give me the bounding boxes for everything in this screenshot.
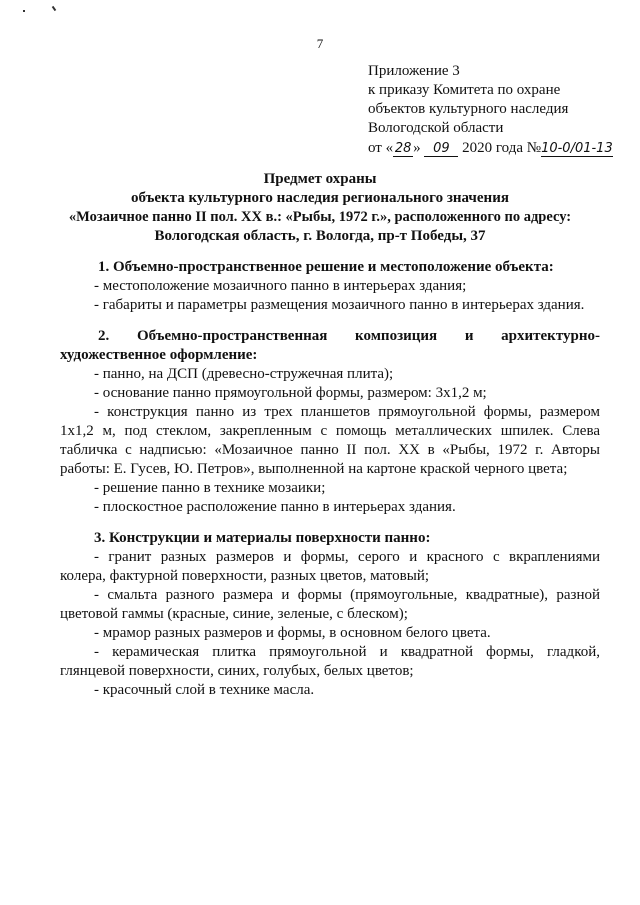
appendix-line-2: к приказу Комитета по охране xyxy=(368,82,561,98)
title-line-1: Предмет охраны xyxy=(263,171,377,187)
section-2-line: - конструкция панно из трех планшетов прямоугольной формы, размером xyxy=(94,404,600,420)
section-2-line: - панно, на ДСП (древесно-стружечная плита); xyxy=(94,366,394,382)
section-3-heading: 3. Конструкции и материалы поверхности панно: xyxy=(94,530,431,546)
section-2-heading-line-2: художественное оформление: xyxy=(60,347,258,363)
heading-word: 2. xyxy=(98,328,110,344)
section-2-line: табличка с надписью: «Мозаичное панно II пол. XX в «Рыбы, 1972 г. Авторы xyxy=(60,442,600,458)
section-2-line: 1х1,2 м, под стеклом, закрепленным с помощь металлических шпилек. Слева xyxy=(60,423,600,439)
section-3-line: колера, фактурной поверхности, разных цветов, матовый; xyxy=(60,568,430,584)
date-prefix: от « xyxy=(368,140,394,156)
section-1-heading: 1. Объемно-пространственное решение и местоположение объекта: xyxy=(98,259,554,275)
title-line-2: объекта культурного наследия регионального значения xyxy=(131,190,509,206)
section-2-heading-line-1 xyxy=(98,327,600,346)
heading-word: Объемно-пространственная xyxy=(136,328,328,344)
date-month: 09 xyxy=(424,141,458,157)
section-3-line: - мрамор разных размеров и формы, в основном белого цвета. xyxy=(94,625,491,641)
title-line-4: Вологодская область, г. Вологда, пр-т Победы, 37 xyxy=(154,228,486,244)
appendix-date-line xyxy=(368,139,613,158)
section-3-line: - керамическая плитка прямоугольной и квадратной формы, гладкой, xyxy=(94,644,600,660)
appendix-line-1: Приложение 3 xyxy=(368,63,460,79)
section-2-line: - решение панно в технике мозаики; xyxy=(94,480,326,496)
heading-word: и xyxy=(464,328,474,344)
section-2-line: - плоскостное расположение панно в интерьерах здания. xyxy=(94,499,456,515)
section-1-item: - габариты и параметры размещения мозаичного панно в интерьерах здания. xyxy=(94,297,585,313)
section-1-item: - местоположение мозаичного панно в интерьерах здания; xyxy=(94,278,467,294)
date-day: 28 xyxy=(394,141,412,156)
section-2-line: работы: Е. Гусев, Ю. Петров», выполненной на картоне краской черного цвета; xyxy=(60,461,568,477)
section-3-line: - смальта разного размера и формы (прямоугольные, квадратные), разной xyxy=(94,587,600,603)
scan-mark-dot xyxy=(23,10,25,12)
title-line-3: «Мозаичное панно II пол. XX в.: «Рыбы, 1972 г.», расположенного по адресу: xyxy=(68,209,572,225)
section-2-line: - основание панно прямоугольной формы, размером: 3х1,2 м; xyxy=(94,385,487,401)
heading-word: архитектурно- xyxy=(501,328,600,344)
section-3-line: - красочный слой в технике масла. xyxy=(94,682,315,698)
date-year: 2020 года № xyxy=(458,140,542,156)
section-3-line: цветовой гаммы (красные, синие, зеленые, с блеском); xyxy=(60,606,408,622)
appendix-line-3: объектов культурного наследия xyxy=(368,101,569,117)
order-number: 10-0/01-13 xyxy=(541,141,613,156)
date-mid: » xyxy=(413,140,425,156)
section-3-line: глянцевой поверхности, синих, голубых, белых цветов; xyxy=(60,663,414,679)
scan-mark-tick xyxy=(52,6,57,11)
page-number: 7 xyxy=(316,36,324,51)
heading-word: композиция xyxy=(355,328,438,344)
section-3-line: - гранит разных размеров и формы, серого и красного с вкраплениями xyxy=(94,549,600,565)
appendix-line-4: Вологодской области xyxy=(368,120,504,136)
